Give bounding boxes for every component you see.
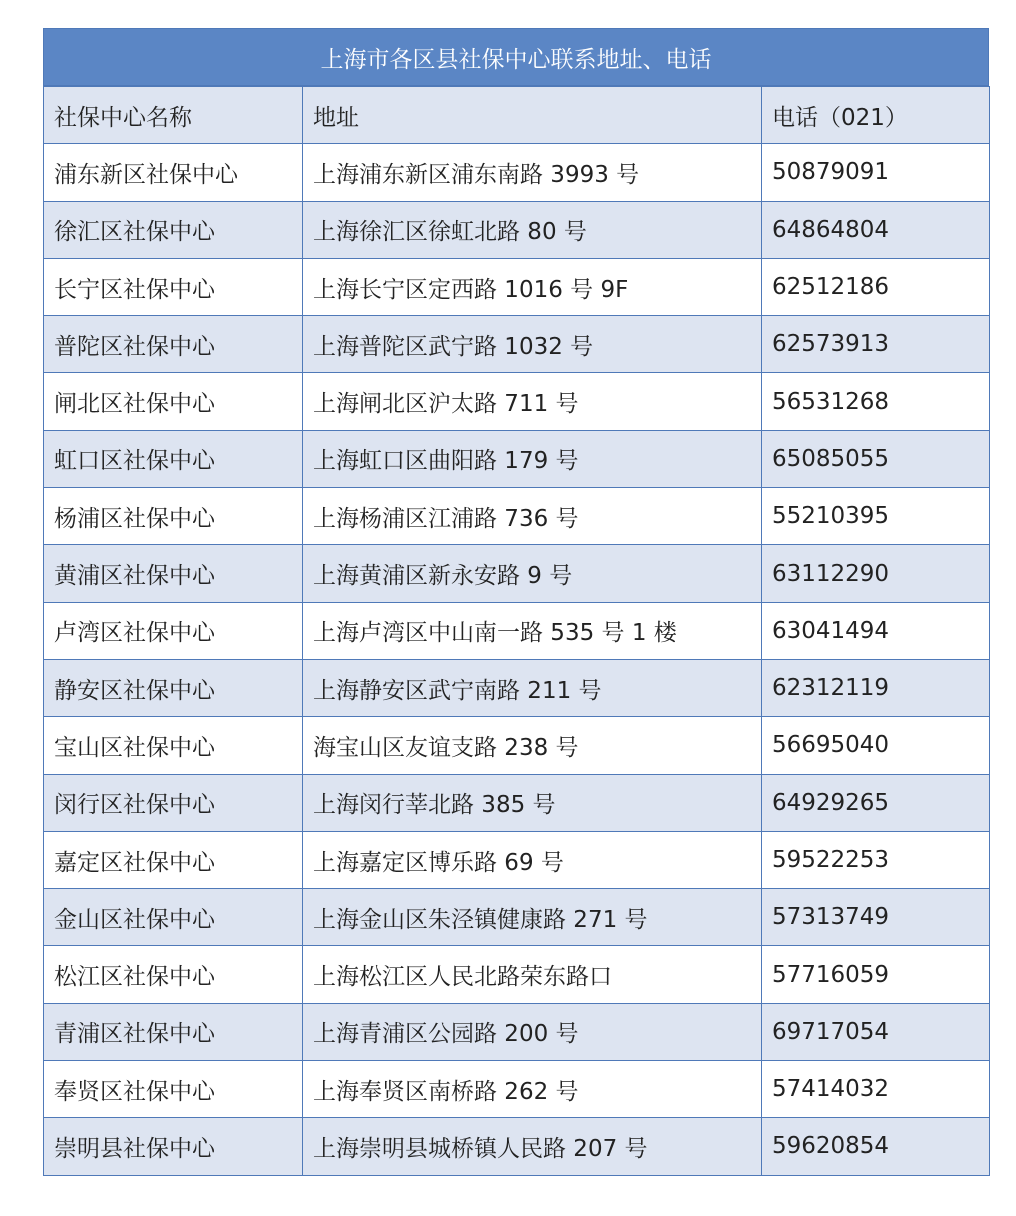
column-header-phone: 电话（021）	[762, 87, 990, 144]
center-name-cell: 黄浦区社保中心	[44, 545, 303, 602]
phone-cell: 59620854	[762, 1118, 990, 1175]
phone-cell: 57716059	[762, 946, 990, 1003]
table-row	[44, 602, 990, 659]
center-name-cell: 徐汇区社保中心	[44, 201, 303, 258]
phone-cell: 64929265	[762, 774, 990, 831]
center-name-cell: 浦东新区社保中心	[44, 144, 303, 201]
phone-cell: 56695040	[762, 717, 990, 774]
address-cell: 上海闸北区沪太路 711 号	[303, 373, 762, 430]
phone-cell: 63041494	[762, 602, 990, 659]
table-body	[44, 87, 990, 1176]
address-cell: 上海杨浦区江浦路 736 号	[303, 488, 762, 545]
address-cell: 上海崇明县城桥镇人民路 207 号	[303, 1118, 762, 1175]
center-name-cell: 松江区社保中心	[44, 946, 303, 1003]
phone-cell: 62312119	[762, 659, 990, 716]
address-cell: 上海嘉定区博乐路 69 号	[303, 831, 762, 888]
center-name-cell: 长宁区社保中心	[44, 258, 303, 315]
column-header-address: 地址	[303, 87, 762, 144]
table-row	[44, 946, 990, 1003]
phone-cell: 62512186	[762, 258, 990, 315]
phone-cell: 59522253	[762, 831, 990, 888]
table-row	[44, 889, 990, 946]
address-cell: 上海金山区朱泾镇健康路 271 号	[303, 889, 762, 946]
center-name-cell: 卢湾区社保中心	[44, 602, 303, 659]
phone-cell: 57414032	[762, 1061, 990, 1118]
address-cell: 上海虹口区曲阳路 179 号	[303, 430, 762, 487]
table-row	[44, 774, 990, 831]
address-cell: 上海松江区人民北路荣东路口	[303, 946, 762, 1003]
address-cell: 上海徐汇区徐虹北路 80 号	[303, 201, 762, 258]
center-name-cell: 静安区社保中心	[44, 659, 303, 716]
center-name-cell: 闵行区社保中心	[44, 774, 303, 831]
table-row	[44, 373, 990, 430]
table-row	[44, 659, 990, 716]
address-cell: 上海青浦区公园路 200 号	[303, 1003, 762, 1060]
table-row	[44, 1061, 990, 1118]
phone-cell: 69717054	[762, 1003, 990, 1060]
table-row	[44, 1003, 990, 1060]
address-cell: 上海卢湾区中山南一路 535 号 1 楼	[303, 602, 762, 659]
center-name-cell: 宝山区社保中心	[44, 717, 303, 774]
phone-cell: 56531268	[762, 373, 990, 430]
center-name-cell: 奉贤区社保中心	[44, 1061, 303, 1118]
center-name-cell: 虹口区社保中心	[44, 430, 303, 487]
center-name-cell: 青浦区社保中心	[44, 1003, 303, 1060]
phone-cell: 55210395	[762, 488, 990, 545]
contact-table	[43, 28, 989, 1176]
phone-cell: 63112290	[762, 545, 990, 602]
address-cell: 上海静安区武宁南路 211 号	[303, 659, 762, 716]
table-row	[44, 831, 990, 888]
table-title: 上海市各区县社保中心联系地址、电话	[43, 28, 989, 86]
phone-cell: 65085055	[762, 430, 990, 487]
table-row	[44, 1118, 990, 1175]
column-header-name: 社保中心名称	[44, 87, 303, 144]
phone-cell: 50879091	[762, 144, 990, 201]
address-cell: 上海普陀区武宁路 1032 号	[303, 316, 762, 373]
phone-cell: 57313749	[762, 889, 990, 946]
table-row	[44, 316, 990, 373]
table-row	[44, 430, 990, 487]
center-name-cell: 闸北区社保中心	[44, 373, 303, 430]
center-name-cell: 杨浦区社保中心	[44, 488, 303, 545]
data-grid	[43, 86, 990, 1176]
table-row	[44, 545, 990, 602]
table-row	[44, 201, 990, 258]
table-row	[44, 144, 990, 201]
table-row	[44, 717, 990, 774]
header-row	[44, 87, 990, 144]
address-cell: 上海奉贤区南桥路 262 号	[303, 1061, 762, 1118]
center-name-cell: 崇明县社保中心	[44, 1118, 303, 1175]
phone-cell: 62573913	[762, 316, 990, 373]
address-cell: 上海浦东新区浦东南路 3993 号	[303, 144, 762, 201]
address-cell: 上海黄浦区新永安路 9 号	[303, 545, 762, 602]
center-name-cell: 嘉定区社保中心	[44, 831, 303, 888]
center-name-cell: 金山区社保中心	[44, 889, 303, 946]
address-cell: 海宝山区友谊支路 238 号	[303, 717, 762, 774]
center-name-cell: 普陀区社保中心	[44, 316, 303, 373]
phone-cell: 64864804	[762, 201, 990, 258]
table-row	[44, 488, 990, 545]
address-cell: 上海闵行莘北路 385 号	[303, 774, 762, 831]
table-row	[44, 258, 990, 315]
address-cell: 上海长宁区定西路 1016 号 9F	[303, 258, 762, 315]
